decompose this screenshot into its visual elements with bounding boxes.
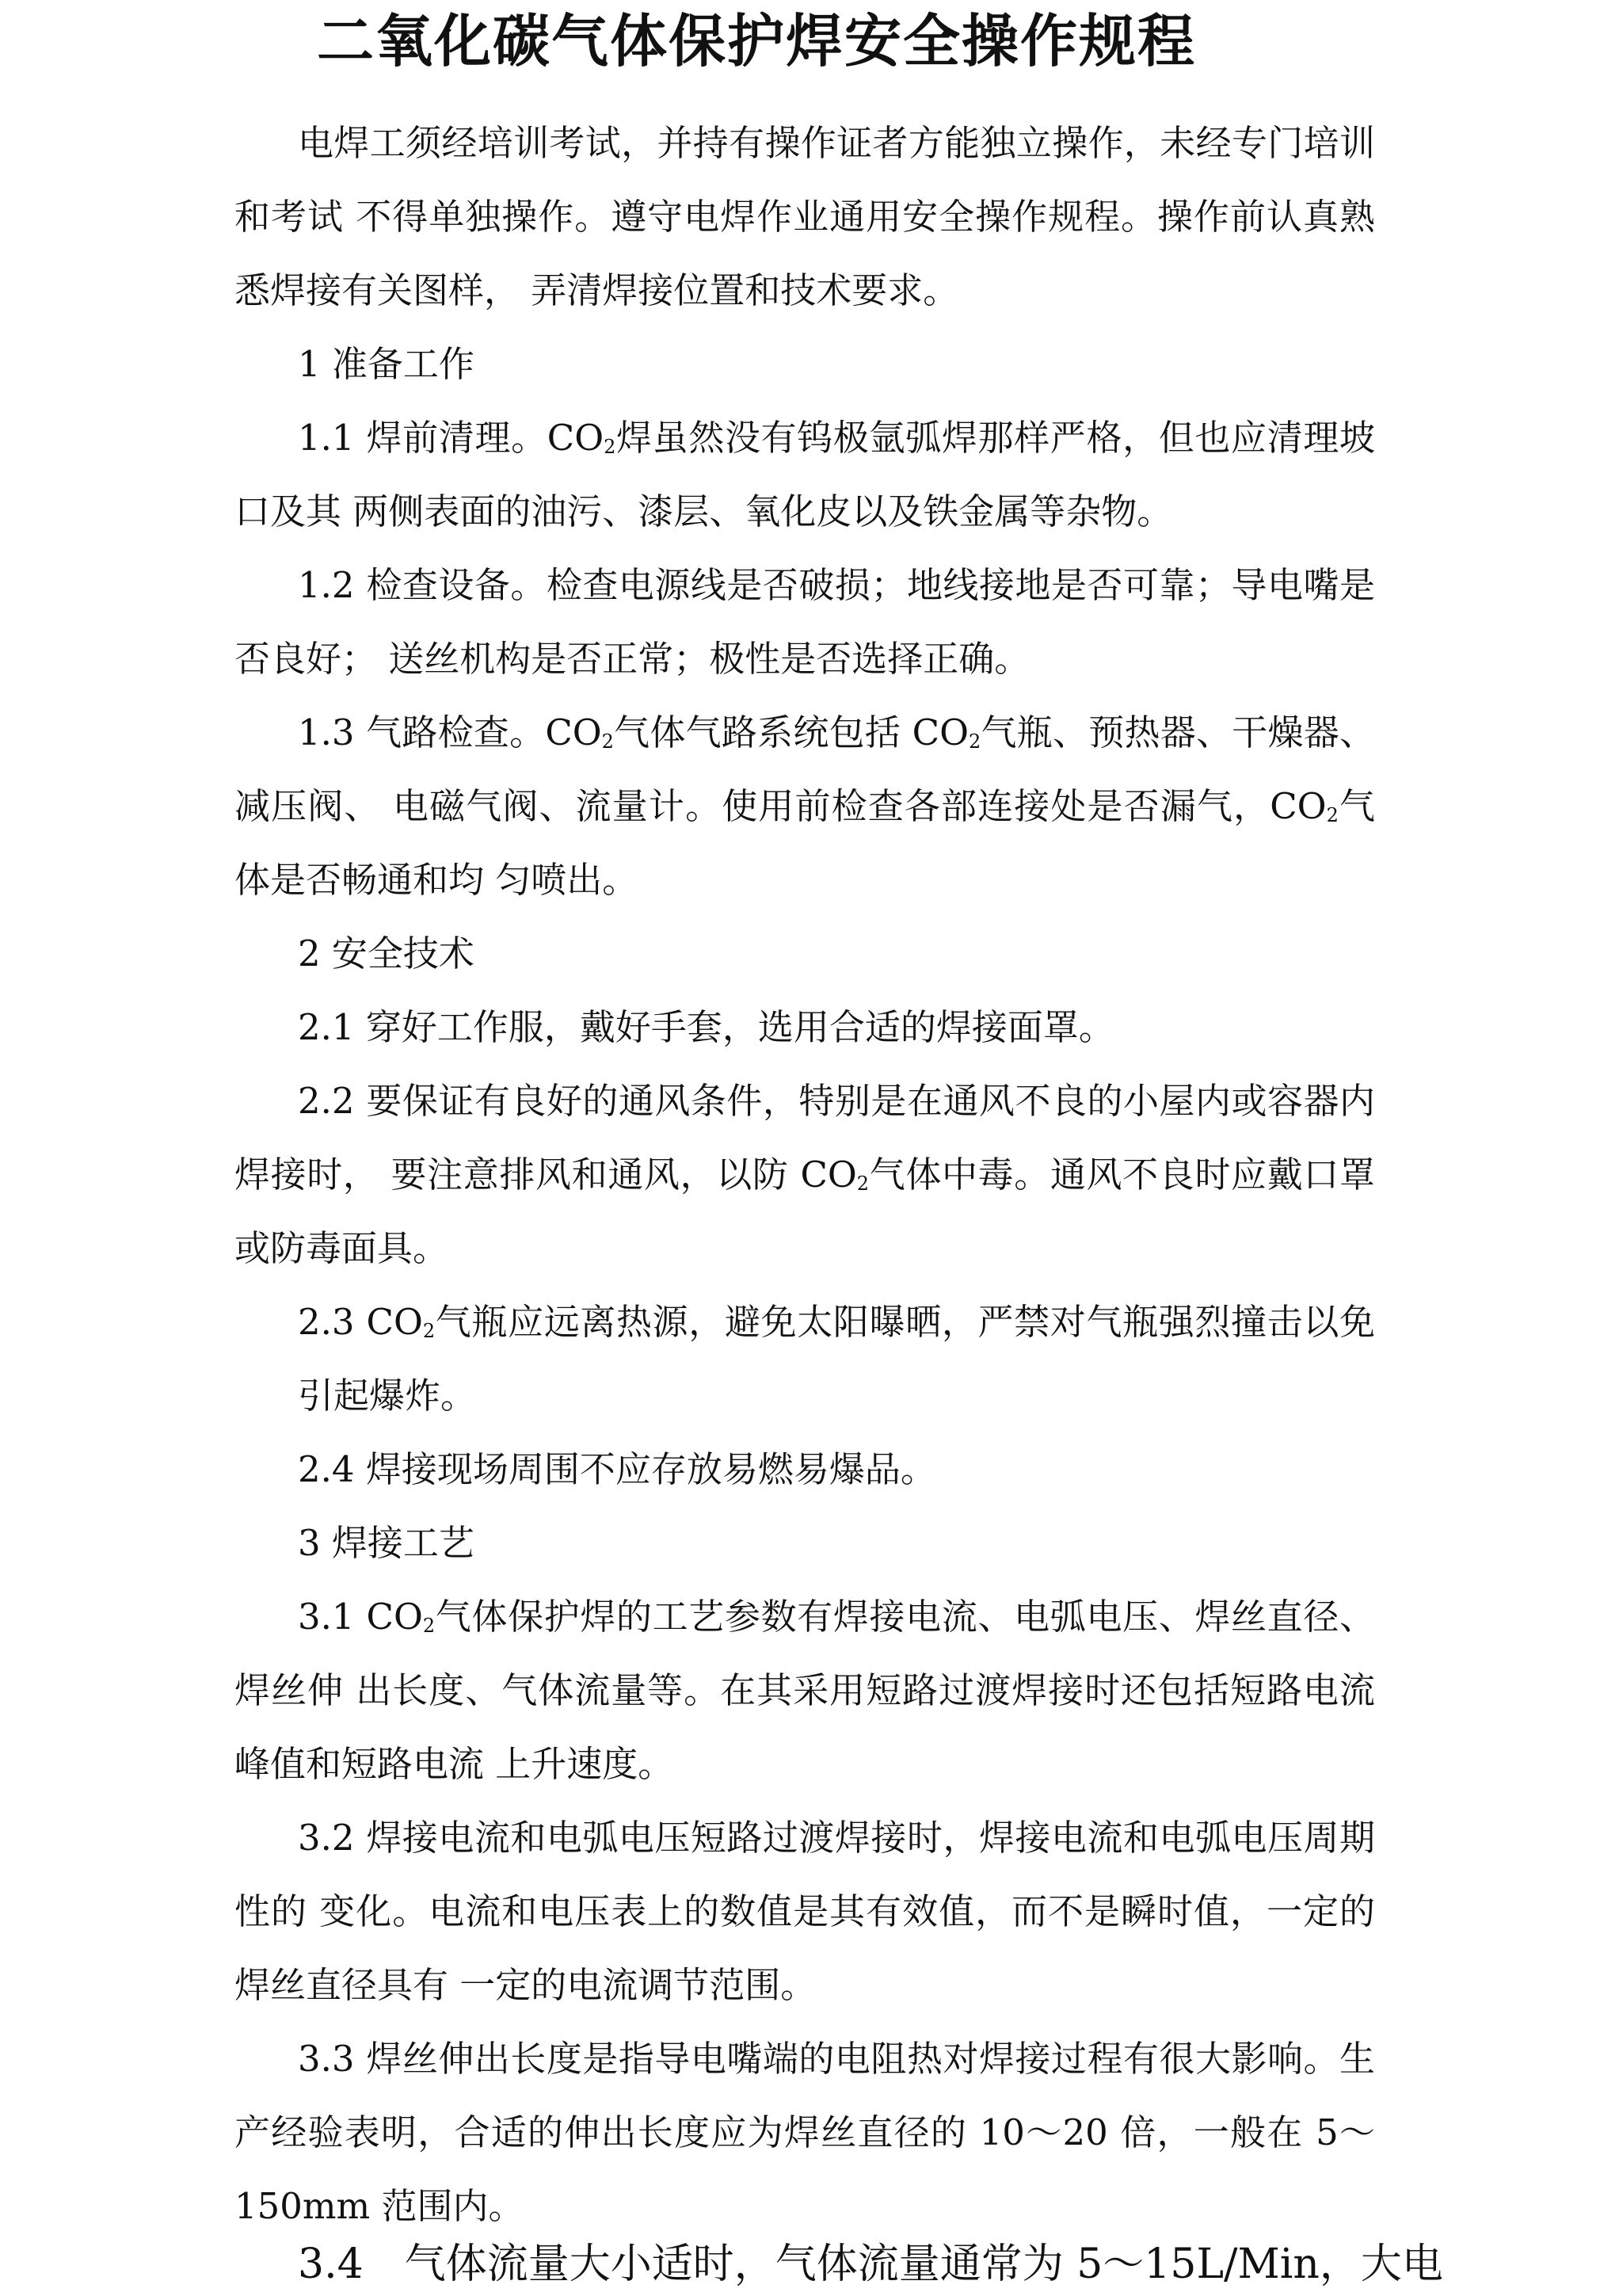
paragraph-1-1-part-b: 焊虽然没有钨极氩弧焊那样严格，但也应清理坡口及其 两侧表面的油污、漆层、氧化皮以及铁金属等杂物。 bbox=[234, 417, 1375, 532]
subscript-2: 2 bbox=[601, 730, 614, 753]
paragraph-2-3-part-a: 2.3 CO bbox=[298, 1301, 423, 1343]
paragraph-3-1-part-b: 气体保护焊的工艺参数有焊接电流、电弧电压、焊丝直径、焊丝伸 出长度、气体流量等。在其采用短路过渡焊接时还包括短路电流峰值和短路电流 上升速度。 bbox=[234, 1596, 1375, 1785]
paragraph-2-3 bbox=[234, 1285, 1375, 1432]
section-heading-1: 1 准备工作 bbox=[298, 343, 474, 385]
paragraph-1-1-part-a: 1.1 焊前清理。CO bbox=[298, 417, 604, 459]
subscript-2: 2 bbox=[422, 1615, 436, 1637]
paragraph-3-2: 3.2 焊接电流和电弧电压短路过渡焊接时，焊接电流和电弧电压周期性的 变化。电流和电压表上的数值是其有效值，而不是瞬时值，一定的焊丝直径具有 一定的电流调节范围。 bbox=[234, 1817, 1375, 2006]
paragraph-3-1-part-a: 3.1 CO bbox=[298, 1596, 423, 1638]
subscript-2: 2 bbox=[604, 436, 616, 458]
document-body bbox=[234, 106, 1375, 2243]
page-title: 二氧化碳气体保护焊安全操作规程 bbox=[317, 8, 1197, 74]
paragraph-1-1 bbox=[234, 401, 1375, 548]
section-heading-3: 3 焊接工艺 bbox=[298, 1522, 474, 1564]
intro-paragraph: 电焊工须经培训考试，并持有操作证者方能独立操作，未经专门培训和考试 不得单独操作。遵守电焊作业通用安全操作规程。操作前认真熟悉焊接有关图样， 弄清焊接位置和技术要求。 bbox=[234, 122, 1375, 311]
subscript-2: 2 bbox=[422, 1320, 436, 1342]
paragraph-2-2 bbox=[234, 1064, 1375, 1285]
section-heading-2: 2 安全技术 bbox=[298, 933, 474, 974]
subscript-2: 2 bbox=[969, 730, 981, 753]
subscript-2: 2 bbox=[856, 1173, 870, 1195]
paragraph-1-3-part-a: 1.3 气路检查。CO bbox=[298, 711, 602, 753]
subscript-2: 2 bbox=[1326, 804, 1339, 826]
paragraph-2-2-part-a: 2.2 要保证有良好的通风条件，特别是在通风不良的小屋内或容器内焊接时， 要注意排风和通风，以防 CO bbox=[234, 1080, 1375, 1196]
paragraph-1-3-part-b: 气体气路系统包括 CO bbox=[613, 711, 970, 753]
paragraph-3-3: 3.3 焊丝伸出长度是指导电嘴端的电阻热对焊接过程有很大影响。生产经验表明，合适的伸出长度应为焊丝直径的 10～20 倍，一般在 5～150mm 范围内。 bbox=[234, 2038, 1375, 2227]
paragraph-1-2: 1.2 检查设备。检查电源线是否破损；地线接地是否可靠；导电嘴是否良好； 送丝机构是否正常；极性是否选择正确。 bbox=[234, 564, 1375, 680]
paragraph-2-1: 2.1 穿好工作服，戴好手套，选用合适的焊接面罩。 bbox=[298, 1006, 1114, 1048]
paragraph-1-3 bbox=[234, 696, 1375, 917]
paragraph-2-4: 2.4 焊接现场周围不应存放易燃易爆品。 bbox=[298, 1448, 936, 1490]
paragraph-2-2-part-b: 气体中毒。通风不良时应戴口罩或防毒面具。 bbox=[234, 1154, 1375, 1269]
paragraph-1-3-part-c: 气瓶、预热器、干燥器、减压阀、 电磁气阀、流量计。使用前检查各部连接处是否漏气，CO bbox=[234, 711, 1375, 827]
paragraph-1-3-part-d: 气体是否畅通和均 匀喷出。 bbox=[234, 785, 1375, 901]
paragraph-3-4-partial: 3.4 气体流量大小适时，气体流量通常为 5～15L/Min，大电 bbox=[298, 2241, 1443, 2288]
paragraph-3-1 bbox=[234, 1580, 1375, 1801]
paragraph-2-3-part-b: 气瓶应远离热源，避免太阳曝晒，严禁对气瓶强烈撞击以免引起爆炸。 bbox=[298, 1301, 1375, 1417]
